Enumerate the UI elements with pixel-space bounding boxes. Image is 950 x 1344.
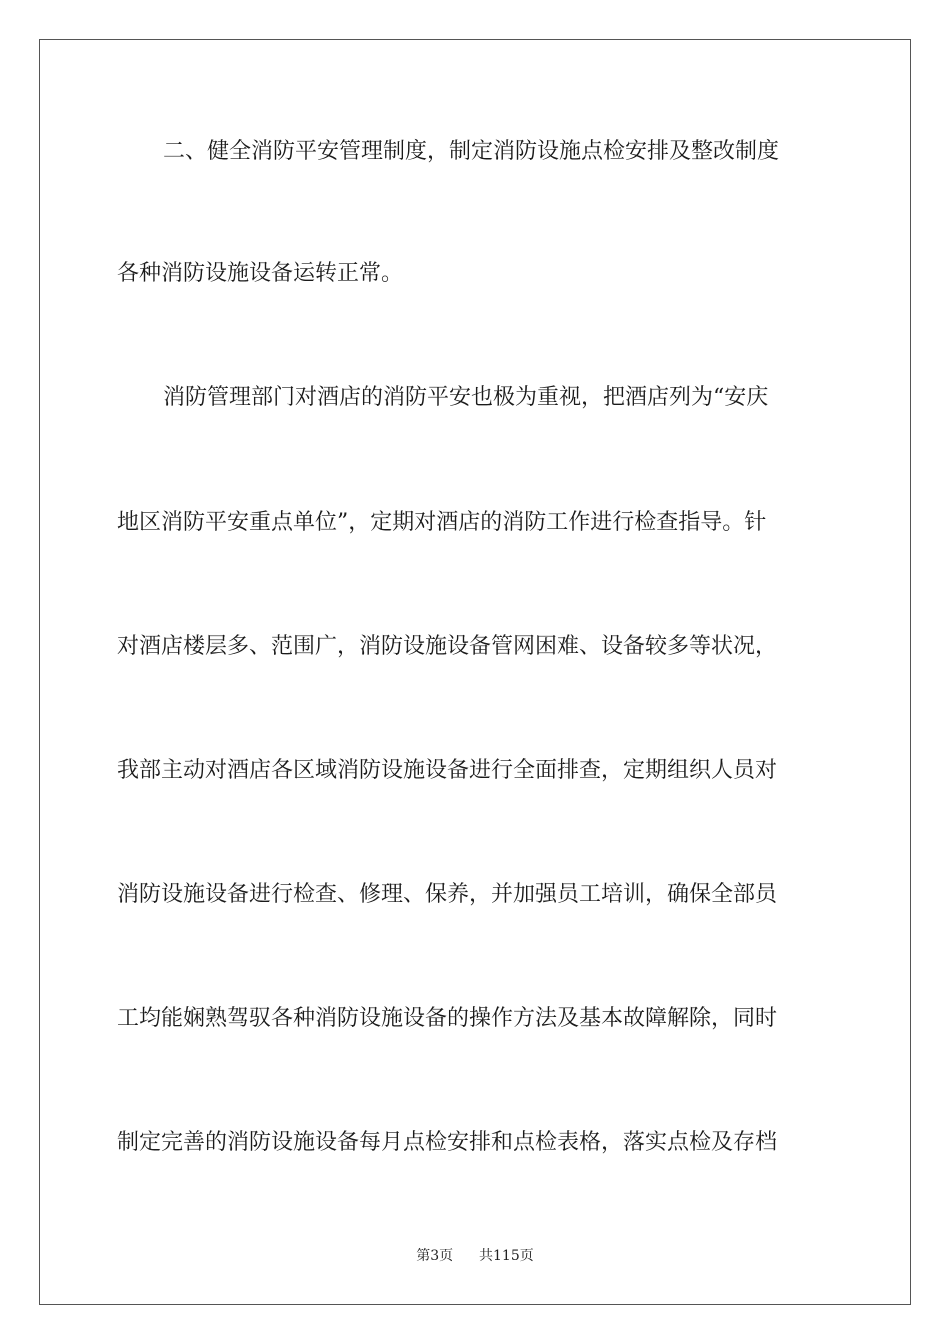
paragraph-line-5: 对酒店楼层多、范围广，消防设施设备管网困难、设备较多等状况，	[117, 634, 778, 659]
paragraph-line-7: 消防设施设备进行检查、修理、保养，并加强员工培训，确保全部员	[117, 882, 778, 907]
page-number: 第3页	[416, 1248, 454, 1264]
paragraph-line-3: 消防管理部门对酒店的消防平安也极为重视，把酒店列为“安庆	[163, 385, 769, 410]
paragraph-line-1: 二、健全消防平安管理制度，制定消防设施点检安排及整改制度	[163, 139, 780, 164]
paragraph-line-4: 地区消防平安重点单位”，定期对酒店的消防工作进行检查指导。针	[117, 510, 767, 535]
paragraph-line-6: 我部主动对酒店各区域消防设施设备进行全面排查，定期组织人员对	[117, 758, 778, 783]
page-footer	[0, 1246, 950, 1266]
paragraph-line-8: 工均能娴熟驾驭各种消防设施设备的操作方法及基本故障解除，同时	[117, 1006, 778, 1031]
page-border	[39, 39, 911, 1305]
paragraph-line-2: 各种消防设施设备运转正常。	[117, 261, 404, 286]
page-total: 共115页	[479, 1248, 534, 1264]
paragraph-line-9: 制定完善的消防设施设备每月点检安排和点检表格，落实点检及存档	[117, 1130, 778, 1155]
